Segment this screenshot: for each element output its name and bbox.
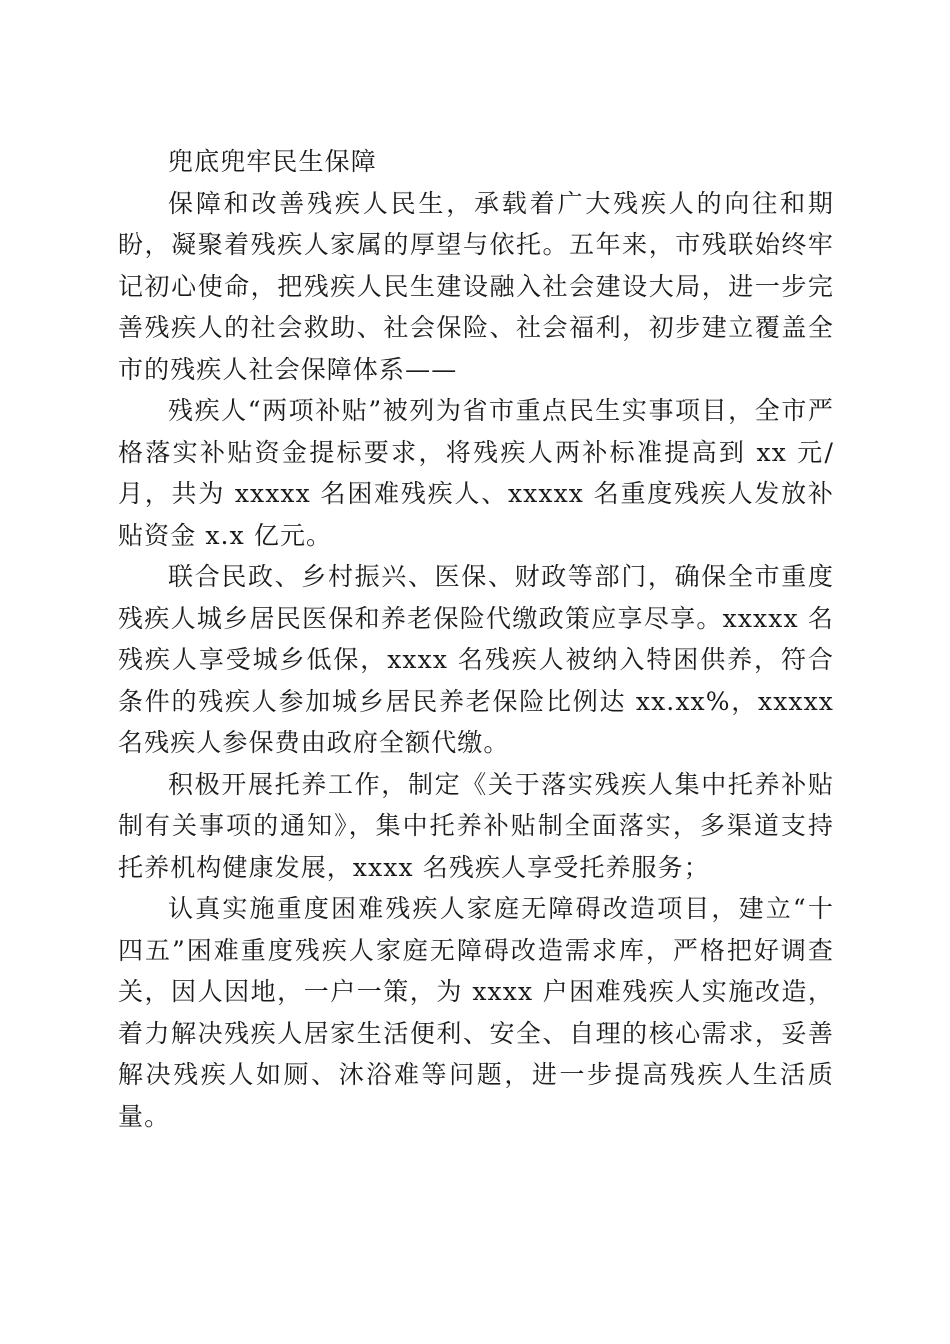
paragraph-insurance: 联合民政、乡村振兴、医保、财政等部门，确保全市重度残疾人城乡居民医保和养老保险代缴政策应享尽享。xxxxx 名残疾人享受城乡低保，xxxx 名残疾人被纳入特困供养，符合条件的残疾人参加城乡居民养老保险比例达 xx.xx%，xxxxx 名残疾人参保费由政府全额代缴。 [118, 562, 834, 757]
paragraph-intro: 保障和改善残疾人民生，承载着广大残疾人的向往和期盼，凝聚着残疾人家属的厚望与依托。五年来，市残联始终牢记初心使命，把残疾人民生建设融入社会建设大局，进一步完善残疾人的社会救助、社会保险、社会福利，初步建立覆盖全市的残疾人社会保障体系—— [118, 188, 834, 384]
paragraph-subsidies: 残疾人“两项补贴”被列为省市重点民生实事项目，全市严格落实补贴资金提标要求，将残疾人两补标准提高到 xx 元/月，共为 xxxxx 名困难残疾人、xxxxx 名重度残疾人发放补贴资金 x.x 亿元。 [118, 396, 834, 550]
paragraph-accessibility: 认真实施重度困难残疾人家庭无障碍改造项目，建立“十四五”困难重度残疾人家庭无障碍改造需求库，严格把好调查关，因人因地，一户一策，为 xxxx 户困难残疾人实施改造，着力解决残疾人居家生活便利、安全、自理的核心需求，妥善解决残疾人如厕、沐浴难等问题，进一步提高残疾人生活质量。 [118, 894, 834, 1131]
paragraph-care: 积极开展托养工作，制定《关于落实残疾人集中托养补贴制有关事项的通知》，集中托养补贴制全面落实，多渠道支持托养机构健康发展，xxxx 名残疾人享受托养服务； [118, 769, 834, 882]
document-body [118, 141, 834, 1137]
section-title: 兜底兜牢民生保障 [168, 147, 377, 176]
